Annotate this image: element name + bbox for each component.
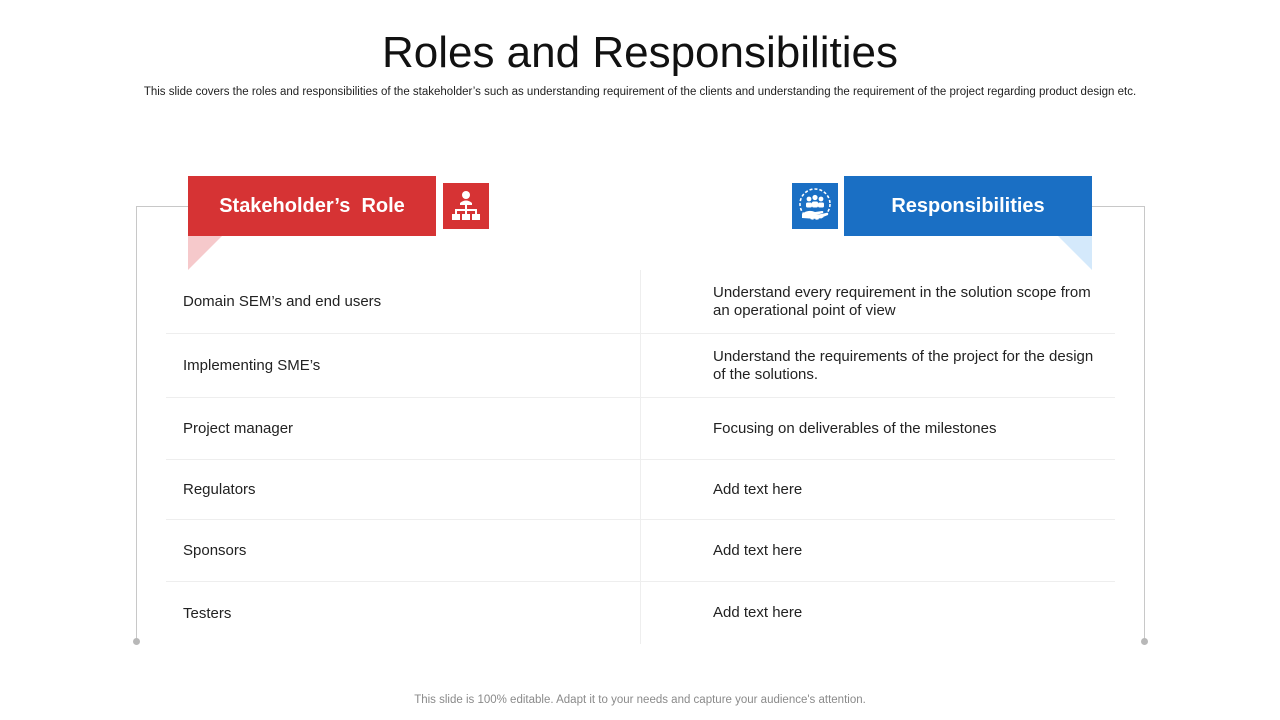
responsibility-cell: Understand the requirements of the project for the design of the solutions.	[713, 347, 1094, 383]
slide-subtitle: This slide covers the roles and responsibilities of the stakeholder’s such as understanding requirement of the clients and understanding the requirement of the project regarding product design etc.	[143, 86, 1137, 98]
role-header-label: Stakeholder’s Role	[219, 194, 405, 217]
role-cell: Regulators	[166, 460, 641, 519]
left-frame-dot	[133, 638, 140, 645]
table-row	[166, 398, 1115, 460]
slide-footer: This slide is 100% editable. Adapt it to your needs and capture your audience's attention.	[414, 694, 866, 706]
table-row	[166, 460, 1115, 520]
role-header	[188, 176, 436, 236]
table-row	[166, 270, 1115, 334]
org-chart-icon	[443, 183, 489, 229]
responsibility-cell: Focusing on deliverables of the milestones	[713, 419, 997, 437]
responsibilities-header	[844, 176, 1092, 236]
responsibility-cell: Add text here	[713, 541, 803, 559]
role-cell: Sponsors	[166, 520, 641, 581]
responsibility-cell: Understand every requirement in the solution scope from an operational point of view	[713, 283, 1091, 319]
responsibility-cell: Add text here	[713, 604, 803, 621]
role-header-fold	[188, 236, 222, 270]
slide-title: Roles and Responsibilities	[381, 28, 899, 77]
roles-table	[166, 270, 1115, 644]
role-cell: Implementing SME’s	[166, 334, 641, 397]
responsibility-cell: Add text here	[713, 480, 803, 498]
team-hand-icon	[792, 183, 838, 229]
right-frame-dot	[1141, 638, 1148, 645]
role-cell: Testers	[166, 582, 641, 644]
responsibilities-header-label: Responsibilities	[891, 194, 1045, 217]
table-row	[166, 334, 1115, 398]
responsibilities-header-fold	[1058, 236, 1092, 270]
role-cell: Domain SEM’s and end users	[166, 270, 641, 333]
table-row	[166, 582, 1115, 644]
table-row	[166, 520, 1115, 582]
role-cell: Project manager	[166, 398, 641, 459]
